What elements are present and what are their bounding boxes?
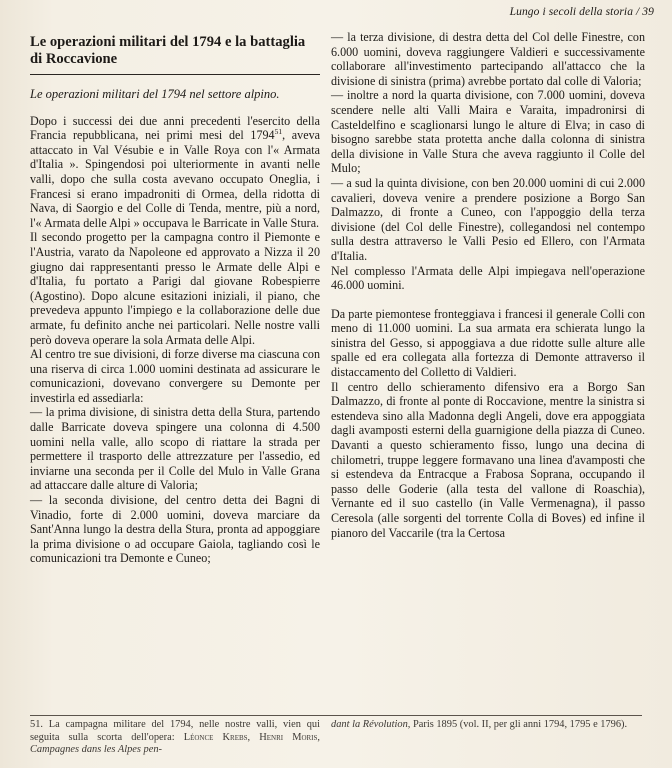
- section-title: Le operazioni militari del 1794 nel settore alpino.: [30, 87, 280, 101]
- division-5: — a sud la quinta divisione, con ben 20.000 uomini di cui 2.000 cavalieri, doveva venire a prendere posizione a Borgo San Dalmazzo, di fronte a Cuneo, con l'appoggio della terza divisione (del Col delle Finestre), collegandosi nel contempo sulla destra attraverso le Valli Pesio ed Ellero, con l'Armata d'Italia.: [331, 175, 645, 263]
- footnote-left: [30, 719, 320, 757]
- article-title: Le operazioni militari del 1794 e la battaglia di Roccavione: [30, 34, 306, 67]
- paragraph-2: Il secondo progetto per la campagna contro il Piemonte e l'Austria, varato da Napoleone ed approvato a Nizza il 20 giugno dai rappresentanti presso le Armate delle Alpi e d'Italia, fu portato a Parigi dal giovane Robespierre (Agostino). Dopo alcune esitazioni iniziali, il piano, che prevedeva appunto l'impiego e la collaborazione delle due armate, fu definito anche nei particolari. Nelle nostre valli però doveva operare la sola Armata delle Alpi.: [30, 230, 320, 347]
- footnote-number: 51.: [30, 719, 43, 730]
- division-2: — la seconda divisione, del centro detta dei Bagni di Vinadio, forte di 2.000 uomini, doveva marciare da Sant'Anna lungo la destra della Stura, pronta ad appoggiare la prima divisione o ad occupare Gaiola, tagliando così le comunicazioni tra Demonte e Cuneo;: [30, 493, 320, 566]
- paragraph-1: [30, 114, 320, 231]
- left-column: [30, 28, 320, 566]
- footnote-rule: [30, 715, 642, 716]
- footnote-book-title: Campagnes dans les Alpes pen-: [30, 744, 162, 755]
- paragraph-6: Il centro dello schieramento difensivo era a Borgo San Dalmazzo, di fronte al ponte di Roccavione, mentre la sinistra si estendeva sino alla Madonna degli Angeli, dove era appoggiata dagli avamposti esterni della guarnigione della piazza di Cuneo. Davanti a questo schieramento fisso, lungo una decina di chilometri, truppe leggere formavano una linea d'avamposti che si estendeva da Entracque a Frabosa Soprana, occupando il passo delle Goderie (alla testa del vallone di Roaschia), Vernante ed il suo castello (in Valle Vermenagna), il passo Ceresola (alle sorgenti del torrente Colla di Boves) ed infine il pianoro del Vaccarile (tra la Certosa: [331, 379, 645, 540]
- paragraph-gap: [331, 293, 645, 307]
- footnote-book-title-cont: dant la Révolution,: [331, 719, 411, 730]
- paragraph-4: Nel complesso l'Armata delle Alpi impiegava nell'operazione 46.000 uomini.: [331, 263, 645, 293]
- running-head: Lungo i secoli della storia / 39: [509, 6, 654, 18]
- division-1: — la prima divisione, di sinistra detta della Stura, partendo dalle Barricate doveva spingere una colonna di 4.500 uomini nella valle, allo scopo di riattare la strada per permettere il trasporto delle attrezzature per l'assedio, ed inviarne una seconda per il Colle del Mulo in Valle Grana ad attaccare dalle alture di Valoria;: [30, 405, 320, 493]
- paragraph-1-text-a: Dopo i successi dei due anni precedenti l'esercito della Francia repubblicana, nei primi mesi del 1794: [30, 113, 320, 143]
- paragraph-3: Al centro tre sue divisioni, di forze diverse ma ciascuna con una riserva di circa 1.000 uomini destinata ad assicurare le comunicazioni, dovevano convergere su Demonte per investirla ed assediarla:: [30, 347, 320, 405]
- right-column: [331, 30, 645, 540]
- division-3: — la terza divisione, di destra detta del Col delle Finestre, con 6.000 uomini, doveva raggiungere Valdieri e successivamente collaborare all'investimento partecipando all'attacco che la divisione di sinistra (prima) avrebbe portato dal colle di Valoria;: [331, 30, 645, 88]
- paragraph-1-text-b: , aveva attaccato in Val Vésubie e in Valle Roya con l'« Armata d'Italia ». Spingendosi poi ulteriormente in avanti nelle valli, dopo che sulla costa avevano occupato Oneglia, i Francesi si erano impadroniti di Ormea, della ridotta di Nava, di Saorgio e del Colle di Tenda, mentre, più a nord, l'« Armata delle Alpi » occupava le Barricate in Valle Stura.: [30, 128, 320, 230]
- footnote-ref[interactable]: 51: [274, 127, 283, 137]
- footnote-publication: Paris 1895 (vol. II, per gli anni 1794, 1795 e 1796).: [412, 719, 628, 730]
- division-4: — inoltre a nord la quarta divisione, con 7.000 uomini, doveva scendere nelle alti Valli Maira e Varaita, impadronirsi di Casteldelfino e scaglionarsi lungo le alture di Elva; in caso di bisogno sarebbe stata protetta anche dalla colonna di sinistra della divisione in Valle Stura che aveva raggiunto il Colle del Mulo;: [331, 88, 645, 176]
- title-rule: [30, 74, 320, 75]
- footnote-authors: Léonce Krebs, Henri Moris,: [183, 731, 321, 743]
- paragraph-5: Da parte piemontese fronteggiava i francesi il generale Colli con meno di 11.000 uomini. La sua armata era schierata lungo la sinistra del Gesso, si appoggiava a due ridotte sulle alture alle spalle ed era collegata alla fortezza di Demonte attraverso il distaccamento del Colletto di Valdieri.: [331, 306, 645, 380]
- footnote-right: [331, 719, 645, 732]
- footnote-text: La campagna militare del 1794, nelle nostre valli, vien qui seguita sulla scorta dell'opera:: [30, 719, 320, 743]
